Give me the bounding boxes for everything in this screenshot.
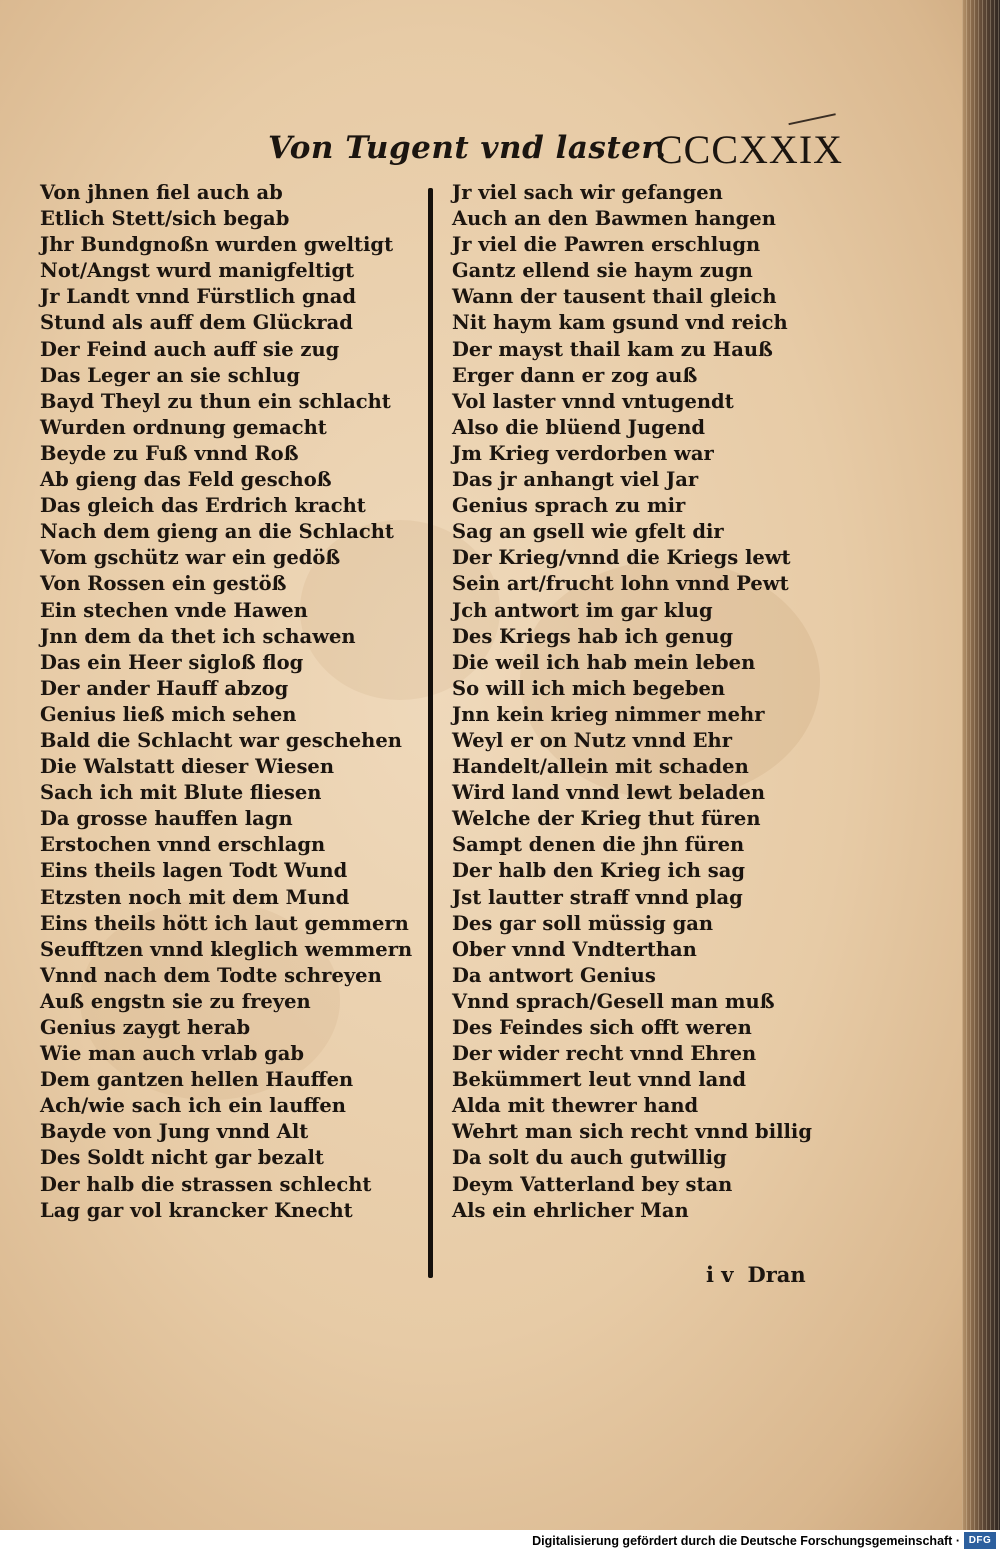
verse-line: Bald die Schlacht war geschehen	[40, 728, 402, 752]
verse-line: Wurden ordnung gemacht	[40, 415, 327, 439]
verse-line: Auch an den Bawmen hangen	[452, 207, 776, 231]
verse-line: Sach ich mit Blute fliesen	[40, 781, 322, 805]
verse-line: Gantz ellend sie haym zugn	[452, 259, 753, 283]
verse-line: Deym Vatterland bey stan	[452, 1172, 733, 1196]
verse-line: Des Kriegs hab ich genug	[452, 624, 734, 648]
verse-line: Als ein ehrlicher Man	[452, 1198, 689, 1222]
verse-line: Beyde zu Fuß vnnd Roß	[40, 441, 299, 465]
column-rule	[428, 188, 433, 1278]
verse-line: Bayd Theyl zu thun ein schlacht	[40, 389, 391, 413]
verse-line: Der halb die strassen schlecht	[40, 1172, 372, 1196]
funding-credit: Digitalisierung gefördert durch die Deutsche Forschungsgemeinschaft ·	[532, 1534, 960, 1548]
verse-line: Das gleich das Erdrich kracht	[40, 494, 366, 518]
verse-line: Vnnd nach dem Todte schreyen	[40, 963, 382, 987]
verse-line: Sampt denen die jhn füren	[452, 833, 745, 857]
verse-line: Des Soldt nicht gar bezalt	[40, 1146, 324, 1170]
verse-line: Genius ließ mich sehen	[40, 702, 297, 726]
dfg-logo: DFG	[964, 1532, 996, 1549]
verse-line: Sag an gsell wie gfelt dir	[452, 520, 724, 544]
verse-line: Erger dann er zog auß	[452, 363, 698, 387]
verse-line: Wann der tausent thail gleich	[452, 285, 777, 309]
verse-line: Ein stechen vnde Hawen	[40, 598, 308, 622]
verse-line: Der wider recht vnnd Ehren	[452, 1042, 757, 1066]
verse-line: Genius sprach zu mir	[452, 494, 686, 518]
verse-line: Der halb den Krieg ich sag	[452, 859, 745, 883]
verse-line: Etlich Stett/sich begab	[40, 207, 290, 231]
verse-line: Jhr Bundgnoßn wurden gweltigt	[40, 233, 394, 257]
verse-line: Das ein Heer sigloß flog	[40, 650, 304, 674]
verse-line: Wird land vnnd lewt beladen	[452, 781, 766, 805]
verse-line: Jch antwort im gar klug	[452, 598, 713, 622]
verse-line: Dem gantzen hellen Hauffen	[40, 1068, 354, 1092]
verse-line: So will ich mich begeben	[452, 676, 726, 700]
verse-line: Das Leger an sie schlug	[40, 363, 300, 387]
verse-line: Jst lautter straff vnnd plag	[452, 885, 743, 909]
verse-line: Nach dem gieng an die Schlacht	[40, 520, 394, 544]
verse-line: Der Feind auch auff sie zug	[40, 337, 340, 361]
running-title: Von Tugent vnd laster.	[268, 130, 667, 166]
verse-line: Von jhnen fiel auch ab	[40, 181, 283, 204]
footer-bar	[0, 1530, 1000, 1552]
signature-mark: i v	[706, 1262, 734, 1287]
verse-line: Sein art/frucht lohn vnnd Pewt	[452, 572, 789, 596]
verse-line: Die weil ich hab mein leben	[452, 650, 756, 674]
verse-line: Also die blüend Jugend	[452, 415, 706, 439]
verse-line: Not/Angst wurd manigfeltigt	[40, 259, 355, 283]
verse-line: Eins theils hött ich laut gemmern	[40, 911, 409, 935]
verse-line: Wie man auch vrlab gab	[40, 1042, 305, 1066]
catchword-line	[706, 1262, 820, 1287]
verse-line: Welche der Krieg thut füren	[452, 807, 761, 831]
verse-line: Wehrt man sich recht vnnd billig	[452, 1120, 812, 1144]
verse-line: Vol laster vnnd vntugendt	[452, 389, 734, 413]
verse-line: Von Rossen ein gestöß	[40, 572, 287, 596]
verse-line: Eins theils lagen Todt Wund	[40, 859, 348, 883]
verse-line: Jm Krieg verdorben war	[452, 441, 714, 465]
verse-line: Da grosse hauffen lagn	[40, 807, 293, 831]
verse-line: Ach/wie sach ich ein lauffen	[40, 1094, 346, 1118]
verse-line: Ab gieng das Feld geschoß	[40, 468, 332, 492]
verse-line: Jnn dem da thet ich schawen	[40, 624, 356, 648]
verse-line: Jr Landt vnnd Fürstlich gnad	[40, 285, 357, 309]
verse-line: Nit haym kam gsund vnd reich	[452, 311, 788, 335]
verse-line: Vom gschütz war ein gedöß	[40, 546, 341, 570]
verse-line: Da antwort Genius	[452, 963, 656, 987]
folio-number: CCCXXIX	[656, 127, 844, 172]
verse-line: Seufftzen vnnd kleglich wemmern	[40, 937, 413, 961]
verse-line: Der ander Hauff abzog	[40, 676, 289, 700]
verse-line: Der mayst thail kam zu Hauß	[452, 337, 773, 361]
page-edge	[962, 0, 1000, 1530]
left-column	[40, 180, 412, 1224]
verse-line: Bayde von Jung vnnd Alt	[40, 1120, 309, 1144]
verse-line: Erstochen vnnd erschlagn	[40, 833, 326, 857]
verse-line: Ober vnnd Vndterthan	[452, 937, 697, 961]
verse-line: Die Walstatt dieser Wiesen	[40, 755, 335, 779]
verse-line: Jr viel die Pawren erschlugn	[452, 233, 761, 257]
verse-line: Weyl er on Nutz vnnd Ehr	[452, 728, 732, 752]
catchword: Dran	[747, 1262, 806, 1287]
verse-line: Alda mit thewrer hand	[452, 1094, 699, 1118]
verse-line: Das jr anhangt viel Jar	[452, 468, 699, 492]
verse-line: Vnnd sprach/Gesell man muß	[452, 989, 775, 1013]
verse-line: Da solt du auch gutwillig	[452, 1146, 727, 1170]
verse-line: Jr viel sach wir gefangen	[452, 181, 723, 204]
verse-line: Jnn kein krieg nimmer mehr	[452, 702, 765, 726]
verse-line: Der Krieg/vnnd die Kriegs lewt	[452, 546, 791, 570]
verse-line: Stund als auff dem Glückrad	[40, 311, 353, 335]
verse-line: Auß engstn sie zu freyen	[40, 989, 311, 1013]
verse-line: Genius zaygt herab	[40, 1016, 251, 1039]
verse-line: Des gar soll müssig gan	[452, 911, 714, 935]
verse-line: Handelt/allein mit schaden	[452, 755, 749, 779]
verse-line: Bekümmert leut vnnd land	[452, 1068, 747, 1092]
verse-line: Etzsten noch mit dem Mund	[40, 885, 350, 909]
right-column	[452, 180, 812, 1224]
verse-line: Des Feindes sich offt weren	[452, 1016, 752, 1039]
verse-line: Lag gar vol krancker Knecht	[40, 1198, 353, 1222]
